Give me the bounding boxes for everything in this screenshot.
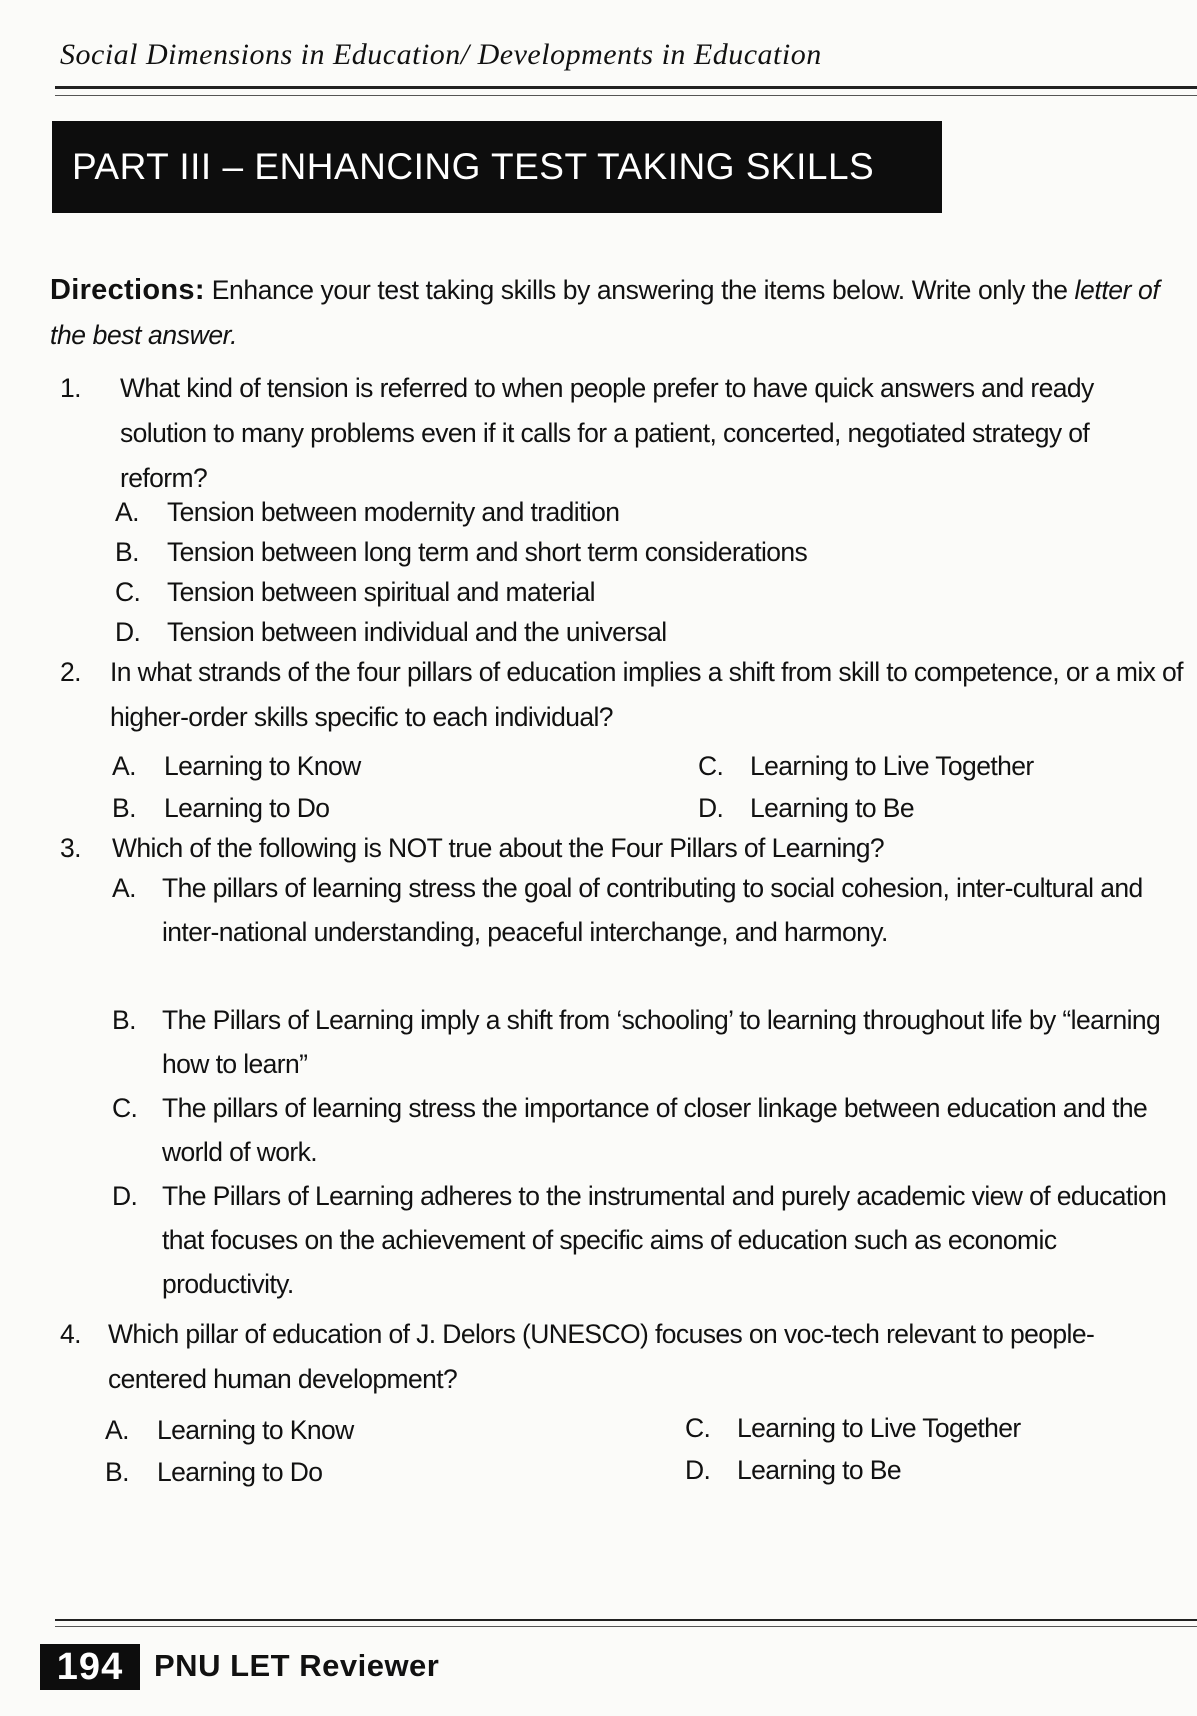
footer-rule <box>55 1619 1197 1627</box>
option-text: Learning to Be <box>737 1455 901 1485</box>
option-text: Learning to Be <box>750 793 914 823</box>
option-text: Learning to Live Together <box>750 751 1034 781</box>
option-text: Learning to Know <box>157 1415 354 1445</box>
option-letter: B. <box>105 1457 129 1487</box>
option-letter: A. <box>115 497 139 527</box>
page-number: 194 <box>40 1644 140 1690</box>
part-banner <box>52 121 942 213</box>
option-letter: B. <box>115 537 139 567</box>
directions-italic-text: letter of the best answer. <box>50 275 1160 350</box>
option-letter: C. <box>115 577 141 607</box>
option-letter: D. <box>698 793 724 823</box>
header-rule <box>55 86 1197 96</box>
option-3d <box>112 1174 1177 1306</box>
option-text: Tension between spiritual and material <box>167 577 595 607</box>
option-letter: D. <box>112 1181 138 1211</box>
option-3a <box>112 866 1177 998</box>
option-text: Tension between long term and short term considerations <box>167 537 808 567</box>
directions-label: Directions: <box>50 274 205 306</box>
option-text: Tension between modernity and tradition <box>167 497 620 527</box>
option-text: Learning to Do <box>164 793 330 823</box>
question-stem: What kind of tension is referred to when people prefer to have quick answers and ready solution to many problems even if it calls for a patient, concerted, negotiated strategy of reform? <box>120 373 1094 493</box>
option-text: Learning to Live Together <box>737 1413 1021 1443</box>
question-number: 2. <box>60 657 81 687</box>
question-stem: Which of the following is NOT true about the Four Pillars of Learning? <box>112 833 885 863</box>
option-3b <box>112 998 1177 1086</box>
option-letter: D. <box>115 617 141 647</box>
option-letter: A. <box>112 751 136 781</box>
question-number: 4. <box>60 1319 81 1349</box>
option-text: The Pillars of Learning adheres to the instrumental and purely academic view of education that focuses on the achievement of specific aims of education such as economic productivity. <box>162 1181 1167 1299</box>
option-text: The pillars of learning stress the goal of contributing to social cohesion, inter-cultural and inter-national understanding, peaceful interchange, and harmony. <box>162 873 1143 947</box>
running-header: Social Dimensions in Education/ Developments in Education <box>60 38 822 71</box>
option-letter: C. <box>685 1413 711 1443</box>
option-letter: C. <box>112 1093 138 1123</box>
option-letter: A. <box>112 873 136 903</box>
question-number: 1. <box>60 373 81 403</box>
option-text: Learning to Know <box>164 751 361 781</box>
directions-text: Enhance your test taking skills by answering the items below. Write only the <box>204 275 1075 305</box>
option-text: Learning to Do <box>157 1457 323 1487</box>
option-text: Tension between individual and the universal <box>167 617 667 647</box>
option-text: The pillars of learning stress the importance of closer linkage between education and the world of work. <box>162 1093 1148 1167</box>
option-letter: C. <box>698 751 724 781</box>
part-title: PART III – ENHANCING TEST TAKING SKILLS <box>72 146 875 187</box>
question-number: 3. <box>60 833 81 863</box>
option-letter: A. <box>105 1415 129 1445</box>
option-letter: B. <box>112 793 136 823</box>
book-title: PNU LET Reviewer <box>154 1648 440 1683</box>
question-stem: In what strands of the four pillars of education implies a shift from skill to competence, or a mix of higher-order skills specific to each individual? <box>110 657 1183 732</box>
question-stem: Which pillar of education of J. Delors (UNESCO) focuses on voc-tech relevant to people-centered human development? <box>108 1319 1095 1394</box>
option-letter: D. <box>685 1455 711 1485</box>
option-letter: B. <box>112 1005 136 1035</box>
option-3c <box>112 1086 1177 1174</box>
directions <box>50 268 1185 358</box>
option-text: The Pillars of Learning imply a shift from ‘schooling’ to learning throughout life by “learning how to learn” <box>162 1005 1161 1079</box>
